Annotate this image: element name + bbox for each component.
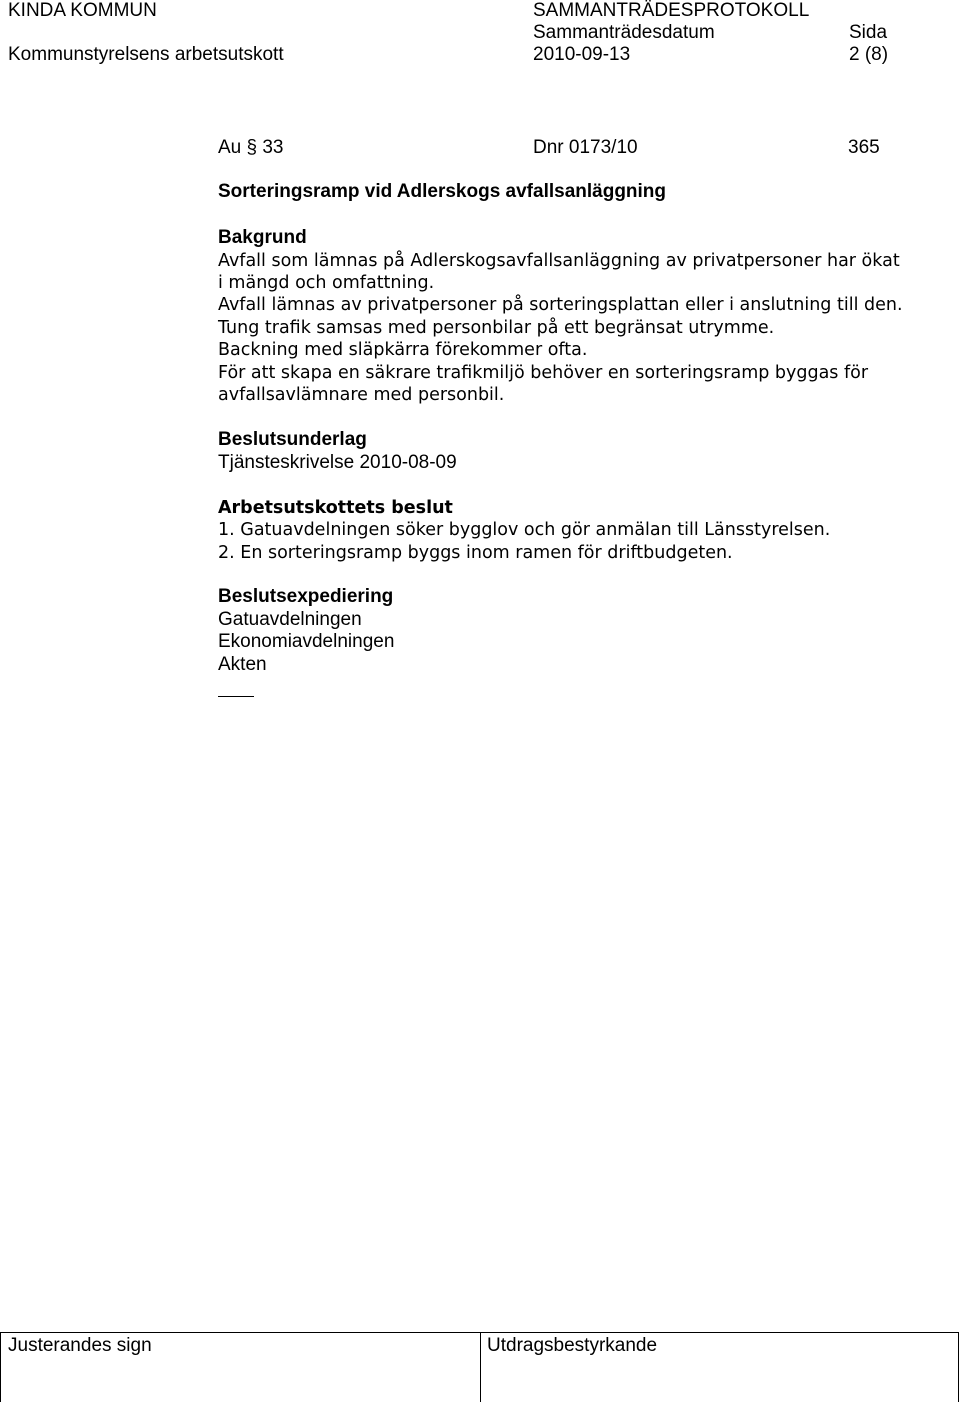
bakgrund-line: För att skapa en säkrare trafikmiljö behöver en sorteringsramp byggas för [218, 363, 869, 383]
beslutsunderlag-item: Tjänsteskrivelse 2010-08-09 [218, 452, 457, 473]
justerandes-sign-label: Justerandes sign [8, 1335, 152, 1356]
page-number: 2 (8) [849, 44, 889, 65]
beslut-item: 1. Gatuavdelningen söker bygglov och gör anmälan till Länsstyrelsen. [218, 520, 831, 540]
bakgrund-heading: Bakgrund [218, 227, 307, 248]
footer-divider [480, 1332, 481, 1402]
beslut-heading: Arbetsutskottets beslut [218, 498, 453, 518]
org-name: KINDA KOMMUN [8, 0, 157, 21]
expediering-recipient: Akten [218, 654, 267, 675]
diary-number: Dnr 0173/10 [533, 137, 638, 158]
bakgrund-line: i mängd och omfattning. [218, 273, 435, 293]
expediering-recipient: Ekonomiavdelningen [218, 631, 395, 652]
bakgrund-line: Avfall som lämnas på Adlerskogsavfallsanläggning av privatpersoner har ökat [218, 251, 900, 271]
beslut-item: 2. En sorteringsramp byggs inom ramen för driftbudgeten. [218, 543, 733, 563]
expediering-recipient: Gatuavdelningen [218, 609, 362, 630]
expediering-heading: Beslutsexpediering [218, 586, 394, 607]
date-label: Sammanträdesdatum [533, 22, 715, 43]
utdragsbestyrkande-label: Utdragsbestyrkande [487, 1335, 658, 1356]
meeting-date: 2010-09-13 [533, 44, 631, 65]
case-title: Sorteringsramp vid Adlerskogs avfallsanläggning [218, 181, 667, 202]
case-code: 365 [848, 137, 880, 158]
signature-rule [218, 696, 254, 697]
bakgrund-line: Backning med släpkärra förekommer ofta. [218, 340, 588, 360]
bakgrund-line: avfallsavlämnare med personbil. [218, 385, 505, 405]
bakgrund-line: Tung trafik samsas med personbilar på ett begränsat utrymme. [218, 318, 775, 338]
committee-name: Kommunstyrelsens arbetsutskott [8, 44, 284, 65]
beslutsunderlag-heading: Beslutsunderlag [218, 429, 367, 450]
page-label: Sida [849, 22, 888, 43]
document-type: SAMMANTRÄDESPROTOKOLL [533, 0, 810, 21]
bakgrund-line: Avfall lämnas av privatpersoner på sorteringsplattan eller i anslutning till den. [218, 295, 903, 315]
paragraph-number: Au § 33 [218, 137, 284, 158]
